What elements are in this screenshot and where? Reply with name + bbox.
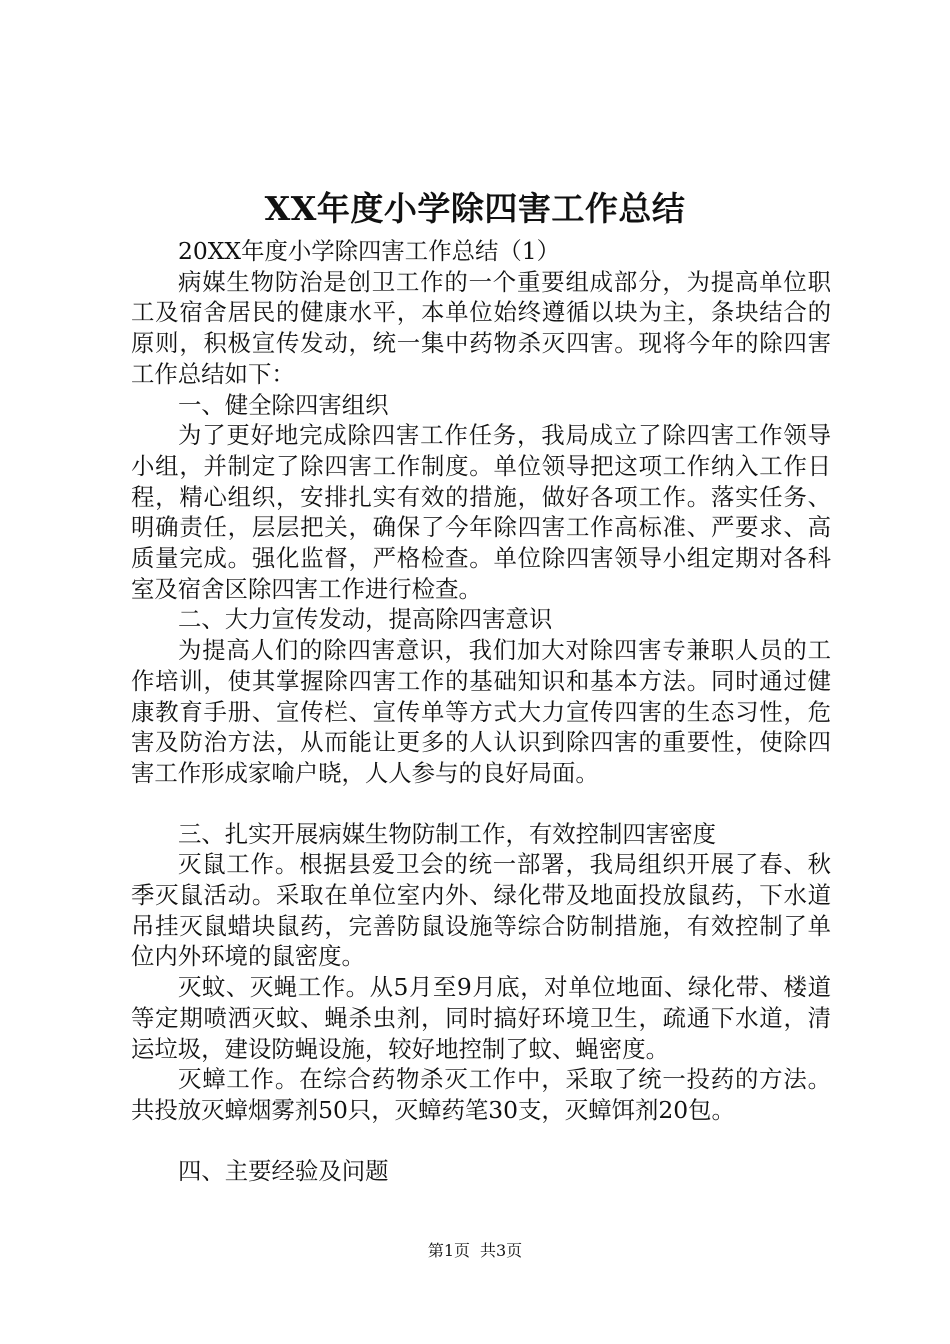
document-title: XX年度小学除四害工作总结 — [264, 189, 686, 228]
page-total: 共3页 — [480, 1241, 523, 1260]
section-heading-2: 二、大力宣传发动，提高除四害意识 — [178, 605, 553, 634]
section-2-paragraph: 为提高人们的除四害意识，我们加大对除四害专兼职人员的工作培训，使其掌握除四害工作的基础知识和基本方法。同时通过健康教育手册、宣传栏、宣传单等方式大力宣传四害的生态习性，危害及防治方法，从而能让更多的人认识到除四害的重要性，使除四害工作形成家喻户晓，人人参与的良好局面。 — [131, 636, 831, 787]
section-1-paragraph: 为了更好地完成除四害工作任务，我局成立了除四害工作领导小组，并制定了除四害工作制度。单位领导把这项工作纳入工作日程，精心组织，安排扎实有效的措施，做好各项工作。落实任务、明确责任，层层把关，确保了今年除四害工作高标准、严要求、高质量完成。强化监督，严格检查。单位除四害领导小组定期对各科室及宿舍区除四害工作进行检查。 — [131, 421, 831, 603]
page-footer — [0, 1240, 950, 1262]
page-number: 第1页 — [427, 1241, 470, 1260]
section-heading-3: 三、扎实开展病媒生物防制工作，有效控制四害密度 — [178, 819, 716, 848]
intro-paragraph: 病媒生物防治是创卫工作的一个重要组成部分，为提高单位职工及宿舍居民的健康水平，本单位始终遵循以块为主，条块结合的原则，积极宣传发动，统一集中药物杀灭四害。现将今年的除四害工作总结如下： — [131, 267, 831, 388]
section-heading-4: 四、主要经验及问题 — [178, 1156, 389, 1185]
rat-control-paragraph: 灭鼠工作。根据县爱卫会的统一部署，我局组织开展了春、秋季灭鼠活动。采取在单位室内外、绿化带及地面投放鼠药，下水道吊挂灭鼠蜡块鼠药，完善防鼠设施等综合防制措施，有效控制了单位内外环境的鼠密度。 — [131, 850, 831, 971]
subtitle-paragraph: 20XX年度小学除四害工作总结（1） — [178, 237, 561, 265]
cockroach-control-paragraph: 灭蟑工作。在综合药物杀灭工作中，采取了统一投药的方法。共投放灭蟑烟雾剂50只，灭蟑药笔30支，灭蟑饵剂20包。 — [131, 1065, 831, 1124]
document-body — [131, 236, 831, 1186]
section-heading-1: 一、健全除四害组织 — [178, 390, 389, 419]
mosquito-fly-control-paragraph: 灭蚊、灭蝇工作。从5月至9月底，对单位地面、绿化带、楼道等定期喷洒灭蚊、蝇杀虫剂，同时搞好环境卫生，疏通下水道，清运垃圾，建设防蝇设施，较好地控制了蚊、蝇密度。 — [131, 973, 831, 1063]
